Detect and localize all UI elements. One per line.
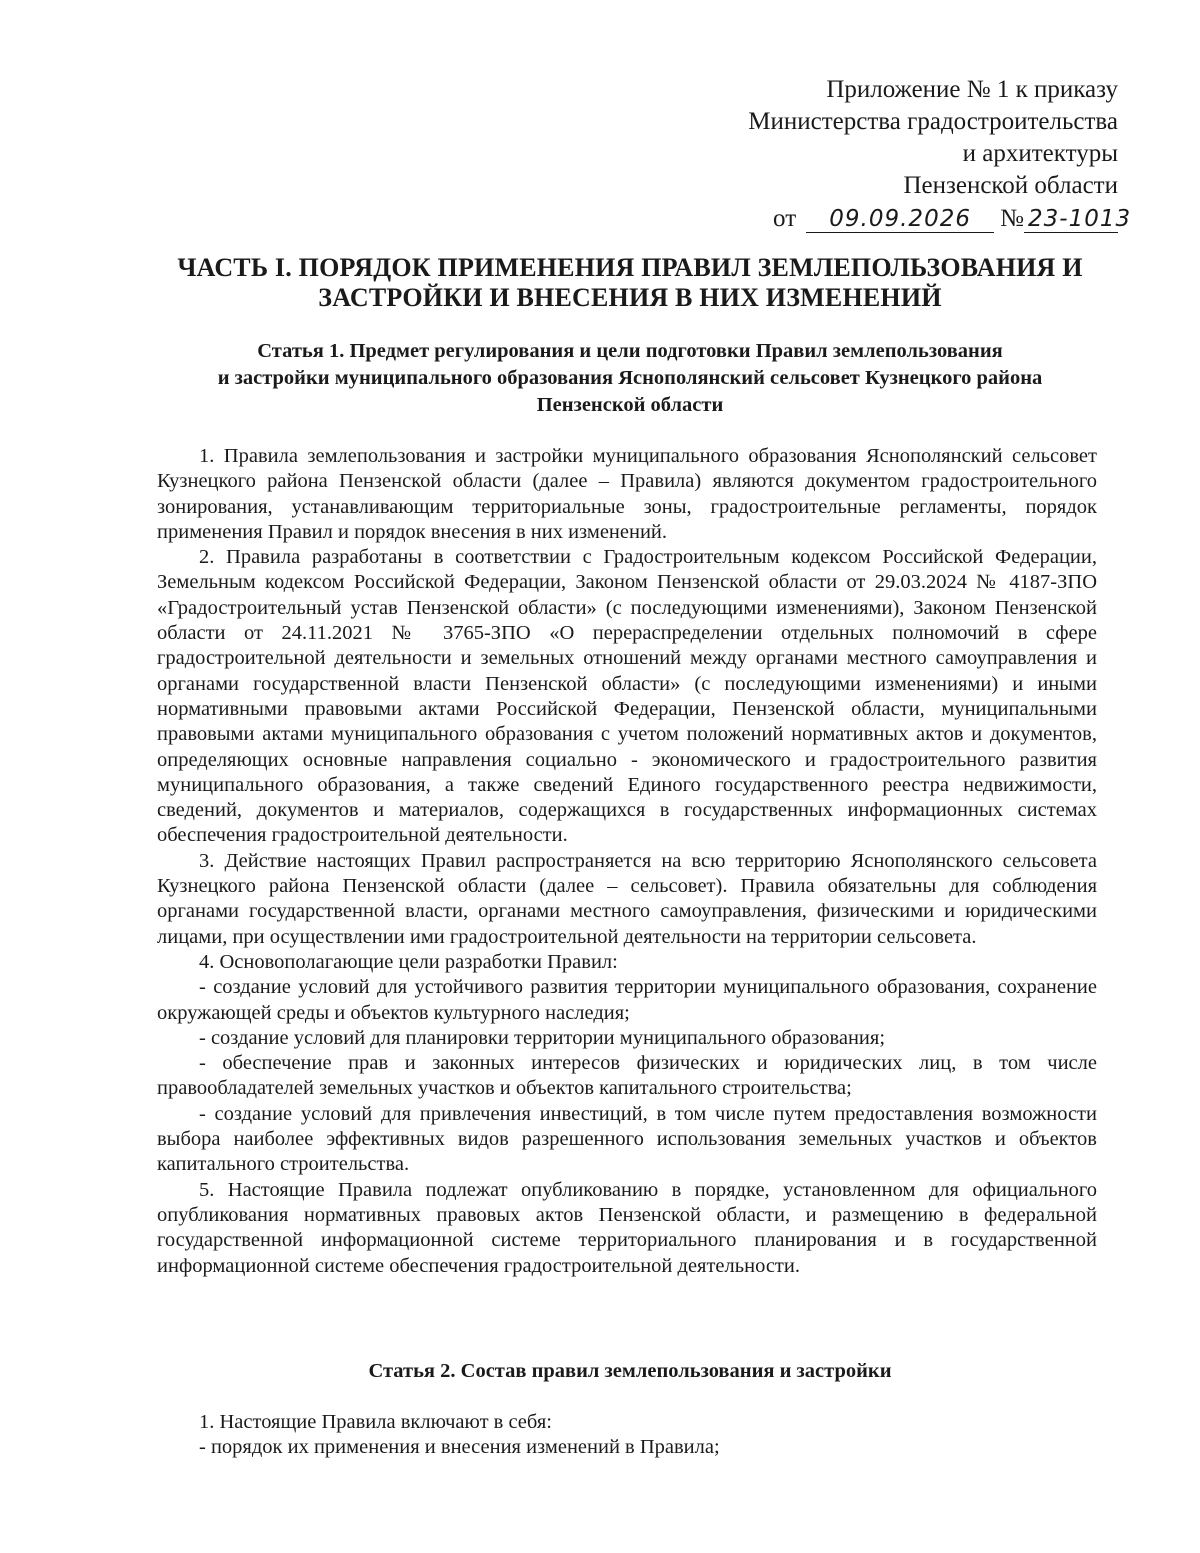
part-title [150,253,1110,313]
handwritten-number: 23-1013 [1024,206,1118,233]
article-1-list-item: - создание условий для устойчивого развития территории муниципального образования, сохранение окружающей среды и объектов культурного наследия; [157,976,1097,1024]
article-1-list-item: - создание условий для планировки территории муниципального образования; [199,1026,886,1049]
article-1-paragraph: 2. Правила разработаны в соответствии с Градостроительным кодексом Российской Федерации, Земельным кодексом Российской Федерации, Законом Пензенской области от 29.03.2024 № 4187-ЗПО «Градостроительный устав Пензенской области» (с последующими изменениями), Законом Пензенской области от 24.11.2021 № 3765-ЗПО «О перераспределении отдельных полномочий в сфере градостроительной деятельности и земельных отношений между органами местного самоуправления и органами государственной власти Пензенской области» (с последующими изменениями) и иными нормативными правовыми актами Российской Федерации, Пензенской области, муниципальными правовыми актами муниципального образования с учетом положений нормативных актов и документов, определяющих основные направления социально - экономического и градостроительного развития муниципального образования, а также сведений Единого государственного реестра недвижимости, сведений, документов и материалов, содержащихся в государственных информационных системах обеспечения градостроительной деятельности. [157,546,1097,847]
approval-line-3: и архитектуры [962,140,1118,167]
approval-block [658,74,1132,235]
article-1-heading-line-3: Пензенской области [536,394,724,416]
article-1-heading [150,338,1110,419]
article-1-list-item: - обеспечение прав и законных интересов физических и юридических лиц, в том числе правообладателей земельных участков и объектов капитального строительства; [157,1052,1097,1100]
article-1-list-item: - создание условий для привлечения инвестиций, в том числе путем предоставления возможности выбора наиболее эффективных видов разрешенного использования земельных участков и объектов капитального строительства. [157,1102,1097,1176]
article-2-list-item: - порядок их применения и внесения изменений в Правила; [199,1436,720,1459]
approval-line-4: Пензенской области [903,172,1118,199]
date-prefix: от [773,205,797,232]
approval-line-2: Министерства градостроительства [748,108,1118,135]
article-1-paragraph: 1. Правила землепользования и застройки муниципального образования Яснополянский сельсовет Кузнецкого района Пензенской области (далее – Правила) являются документом градостроительного зонирования, устанавливающим территориальные зоны, градостроительные регламенты, порядок применения Правил и порядок внесения в них изменений. [157,445,1097,543]
article-1-paragraph: 4. Основополагающие цели разработки Правил: [199,950,618,973]
part-title-line-1: ЧАСТЬ I. ПОРЯДОК ПРИМЕНЕНИЯ ПРАВИЛ ЗЕМЛЕПОЛЬЗОВАНИЯ И [177,253,1083,282]
article-1-paragraph: 5. Настоящие Правила подлежат опубликованию в порядке, установленном для официального опубликования нормативных правовых актов Пензенской области, и размещению в федеральной государственной информационной системе территориального планирования и в государственной информационной системе обеспечения градостроительной деятельности. [157,1178,1097,1277]
article-2-paragraph: 1. Настоящие Правила включают в себя: [199,1411,552,1433]
article-2-body [157,1410,1097,1461]
article-1-heading-line-1: Статья 1. Предмет регулирования и цели подготовки Правил землепользования [257,340,1003,362]
approval-line-1: Приложение № 1 к приказу [826,76,1118,103]
number-prefix: № [1000,205,1024,232]
part-title-line-2: ЗАСТРОЙКИ И ВНЕСЕНИЯ В НИХ ИЗМЕНЕНИЙ [318,283,942,312]
article-1-paragraph: 3. Действие настоящих Правил распространяется на всю территорию Яснополянского сельсовета Кузнецкого района Пензенской области (далее – сельсовет). Правила обязательны для соблюдения органами государственной власти, органами местного самоуправления, физическими и юридическими лицами, при осуществлении ими градостроительной деятельности на территории сельсовета. [157,849,1097,948]
article-2-heading-text: Статья 2. Состав правил землепользования и застройки [368,1360,892,1382]
approval-date-line [658,203,1132,235]
article-1-heading-line-2: и застройки муниципального образования Яснополянский сельсовет Кузнецкого района [217,367,1043,389]
article-1-body [157,444,1097,1279]
handwritten-date: 09.09.2026 [806,206,994,233]
article-2-heading [150,1358,1110,1385]
